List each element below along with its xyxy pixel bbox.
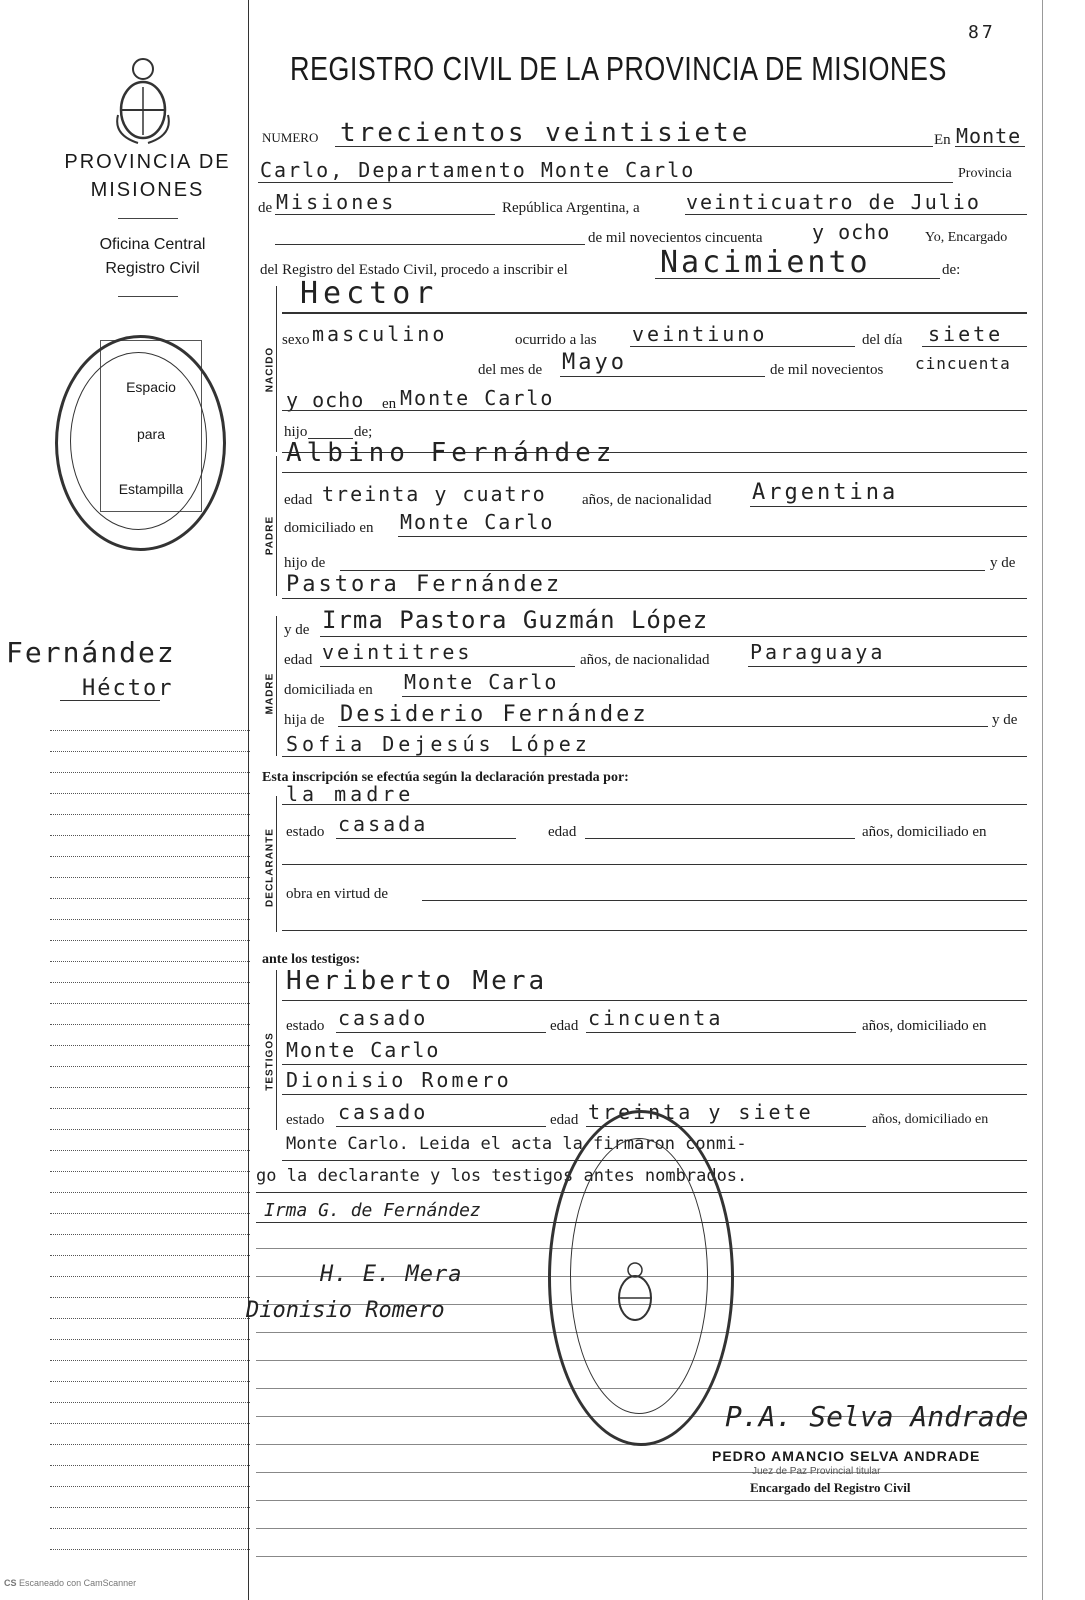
margin-dotted-line bbox=[50, 1444, 250, 1445]
margin-dotted-line bbox=[50, 1129, 250, 1130]
edad-label-t1: edad bbox=[550, 1018, 579, 1034]
padre-nac-value: Argentina bbox=[752, 480, 899, 505]
estado-label-decl: estado bbox=[286, 824, 325, 840]
anio-nac1-value: cincuenta bbox=[915, 354, 1011, 373]
mes-value: Mayo bbox=[562, 350, 627, 375]
margin-dotted-line bbox=[50, 961, 250, 962]
margin-surname: Fernández bbox=[6, 636, 176, 669]
hora-value: veintiuno bbox=[632, 322, 768, 346]
officer-title: Juez de Paz Provincial titular bbox=[752, 1466, 881, 1477]
stamp-box-line1: Espacio bbox=[126, 379, 176, 395]
margin-dotted-line bbox=[50, 1465, 250, 1466]
section-madre-label: MADRE bbox=[264, 672, 276, 715]
scanner-icon: CS bbox=[4, 1578, 17, 1588]
document-title: REGISTRO CIVIL DE LA PROVINCIA DE MISIONES bbox=[290, 50, 947, 87]
scanner-footer bbox=[4, 1578, 136, 1588]
testigo1-dom-value: Monte Carlo bbox=[286, 1038, 441, 1062]
cierre2-value: go la declarante y los testigos antes nombrados. bbox=[256, 1166, 748, 1186]
margin-dotted-line bbox=[50, 1360, 250, 1361]
margin-dotted-line bbox=[50, 835, 250, 836]
del-registro-label: del Registro del Estado Civil, procedo a inscribir el bbox=[260, 262, 568, 278]
sexo-label: sexo bbox=[282, 332, 310, 348]
estado-label-t2: estado bbox=[286, 1112, 325, 1128]
margin-dotted-line bbox=[50, 1171, 250, 1172]
margin-dotted-line bbox=[50, 1024, 250, 1025]
margin-dotted-line bbox=[50, 1192, 250, 1193]
de-mil-label: de mil novecientos cincuenta bbox=[588, 230, 763, 246]
anios-dom-label-decl: años, domiciliado en bbox=[862, 824, 987, 840]
del-mes-label: del mes de bbox=[478, 362, 543, 378]
section-padre-label: PADRE bbox=[264, 515, 276, 556]
fecha-value: veinticuatro de Julio bbox=[686, 190, 981, 214]
edad-label-t2: edad bbox=[550, 1112, 579, 1128]
numero-value: trecientos veintisiete bbox=[340, 118, 751, 148]
signature-mera: H. E. Mera bbox=[320, 1262, 463, 1287]
provincia-value: Misiones bbox=[276, 190, 397, 214]
y-de2-label: y de bbox=[284, 622, 310, 638]
signature-romero: Dionisio Romero bbox=[246, 1298, 445, 1323]
sexo-value: masculino bbox=[312, 322, 448, 346]
y-de-label: y de bbox=[990, 555, 1016, 571]
hijo-label: hijo bbox=[284, 424, 308, 440]
margin-dotted-line bbox=[50, 1486, 250, 1487]
margin-dotted-line bbox=[50, 1549, 250, 1550]
edad-label-padre: edad bbox=[284, 492, 313, 508]
anios-dom-label-t1: años, domiciliado en bbox=[862, 1018, 987, 1034]
anio-nac2-value: y ocho bbox=[286, 388, 365, 412]
margin-dotted-line bbox=[50, 1213, 250, 1214]
seal-emblem-icon bbox=[605, 1260, 665, 1330]
margin-dotted-line bbox=[50, 1402, 250, 1403]
margin-dotted-line bbox=[50, 1234, 250, 1235]
ante-label: ante los testigos: bbox=[262, 952, 360, 967]
en2-label: en bbox=[382, 396, 397, 412]
obra-label: obra en virtud de bbox=[286, 886, 389, 902]
coat-of-arms-icon bbox=[108, 55, 178, 145]
anio-value: y ocho bbox=[812, 220, 891, 244]
margin-dotted-line bbox=[50, 1276, 250, 1277]
acto-value: Nacimiento bbox=[660, 245, 871, 280]
hijo-de-label: hijo de bbox=[284, 555, 326, 571]
margin-dotted-line bbox=[50, 814, 250, 815]
province-name: PROVINCIA DE MISIONES bbox=[64, 151, 231, 201]
margin-dotted-line bbox=[50, 877, 250, 878]
margin-dotted-line bbox=[50, 940, 250, 941]
anios-nac-label-madre: años, de nacionalidad bbox=[580, 652, 710, 668]
declarante-estado-value: casada bbox=[338, 812, 429, 836]
section-testigos-label: TESTIGOS bbox=[264, 1032, 276, 1091]
domiciliada-label: domiciliada en bbox=[284, 682, 373, 698]
testigo2-value: Dionisio Romero bbox=[286, 1068, 512, 1092]
abuelo-mat-value: Desiderio Fernández bbox=[340, 702, 649, 727]
section-declarante-label: DECLARANTE bbox=[264, 828, 276, 907]
domiciliado-label-padre: domiciliado en bbox=[284, 520, 374, 536]
ruled-line bbox=[256, 1556, 1027, 1557]
margin-dotted-line bbox=[50, 1108, 250, 1109]
margin-dotted-line bbox=[50, 730, 250, 731]
madre-dom-value: Monte Carlo bbox=[404, 670, 559, 694]
page-number: 87 bbox=[968, 22, 996, 43]
firma-madre-value: Irma G. de Fernández bbox=[264, 1200, 481, 1221]
declaracion-label: Esta inscripción se efectúa según la declaración prestada por: bbox=[262, 770, 629, 785]
padre-dom-value: Monte Carlo bbox=[400, 510, 555, 534]
scanner-text: Escaneado con CamScanner bbox=[19, 1578, 137, 1588]
estado-label-t1: estado bbox=[286, 1018, 325, 1034]
republica-label: República Argentina, a bbox=[502, 200, 640, 216]
testigo1-edad-value: cincuenta bbox=[588, 1006, 724, 1030]
del-dia-label: del día bbox=[862, 332, 903, 348]
en-label: En bbox=[934, 132, 951, 148]
officer-name: PEDRO AMANCIO SELVA ANDRADE bbox=[712, 1448, 981, 1464]
margin-dotted-line bbox=[50, 772, 250, 773]
margin-dotted-line bbox=[50, 1318, 250, 1319]
madre-edad-value: veintitres bbox=[322, 640, 473, 664]
nombre-value: Hector bbox=[300, 276, 439, 311]
margin-dotted-line bbox=[50, 982, 250, 983]
de2-label: de; bbox=[354, 424, 373, 440]
hija-de-label: hija de bbox=[284, 712, 325, 728]
section-nacido-label: NACIDO bbox=[264, 346, 276, 393]
margin-dotted-line bbox=[50, 898, 250, 899]
margin-dotted-line bbox=[50, 1255, 250, 1256]
stamp-box-line3: Estampilla bbox=[118, 481, 184, 497]
edad-label-madre: edad bbox=[284, 652, 313, 668]
margin-dotted-line bbox=[50, 1087, 250, 1088]
margin-dotted-line bbox=[50, 1507, 250, 1508]
numero-label: NUMERO bbox=[262, 130, 319, 145]
ruled-line bbox=[256, 1528, 1027, 1529]
margin-dotted-line bbox=[50, 1297, 250, 1298]
margin-dotted-line bbox=[50, 1381, 250, 1382]
ocurrido-label: ocurrido a las bbox=[515, 332, 597, 348]
testigo1-value: Heriberto Mera bbox=[286, 966, 548, 996]
margin-dotted-line bbox=[50, 1045, 250, 1046]
de-mil-nov-label: de mil novecientos bbox=[770, 362, 884, 378]
margin-dotted-line bbox=[50, 1423, 250, 1424]
margin-dotted-line bbox=[50, 919, 250, 920]
declarante-value: la madre bbox=[286, 782, 415, 806]
margin-dotted-line bbox=[50, 1528, 250, 1529]
office-line1: Oficina Central bbox=[99, 236, 206, 253]
margin-dotted-line bbox=[50, 793, 250, 794]
abuela-mat-value: Sofia Dejesús López bbox=[286, 732, 591, 756]
lugar-nac-value: Monte Carlo bbox=[400, 386, 555, 410]
provincia-label: Provincia bbox=[958, 166, 1012, 181]
officer-role: Encargado del Registro Civil bbox=[750, 1480, 911, 1495]
lugar2-value: Carlo, Departamento Monte Carlo bbox=[260, 158, 696, 182]
margin-dotted-line bbox=[50, 1150, 250, 1151]
madre-nombre-value: Irma Pastora Guzmán López bbox=[322, 606, 709, 634]
lugar1-value: Monte bbox=[956, 124, 1022, 148]
stamp-box-line2: para bbox=[136, 426, 166, 442]
margin-dotted-line bbox=[50, 1003, 250, 1004]
yo-label: Yo, Encargado bbox=[925, 230, 1008, 245]
testigo2-edad-value: treinta y siete bbox=[588, 1100, 814, 1124]
testigo1-estado-value: casado bbox=[338, 1006, 429, 1030]
cierre1-value: Monte Carlo. Leida el acta la firmaron conmi- bbox=[286, 1134, 747, 1154]
anios-nac-label-padre: años, de nacionalidad bbox=[582, 492, 712, 508]
y-de3-label: y de bbox=[992, 712, 1018, 728]
padre-edad-value: treinta y cuatro bbox=[322, 482, 547, 506]
ruled-line bbox=[256, 1500, 1027, 1501]
de-label: de bbox=[258, 200, 273, 216]
margin-dotted-line bbox=[50, 751, 250, 752]
dia-value: siete bbox=[928, 322, 1004, 346]
testigo2-estado-value: casado bbox=[338, 1100, 429, 1124]
padre-nombre-value: Albino Fernández bbox=[286, 438, 617, 468]
margin-dotted-line bbox=[50, 1339, 250, 1340]
ruled-line bbox=[256, 1472, 1027, 1473]
anios-dom-label-t2: años, domiciliado en bbox=[872, 1112, 989, 1127]
margin-dotted-line bbox=[50, 856, 250, 857]
office-line2: Registro Civil bbox=[105, 260, 200, 277]
margin-dotted-line bbox=[50, 1066, 250, 1067]
margin-name: Héctor bbox=[82, 676, 174, 701]
edad-label-decl: edad bbox=[548, 824, 577, 840]
officer-signature: P.A. Selva Andrade bbox=[725, 1400, 1029, 1433]
abuela-pat-value: Pastora Fernández bbox=[286, 572, 563, 597]
de-colon-label: de: bbox=[942, 262, 961, 278]
madre-nac-value: Paraguaya bbox=[750, 640, 886, 664]
